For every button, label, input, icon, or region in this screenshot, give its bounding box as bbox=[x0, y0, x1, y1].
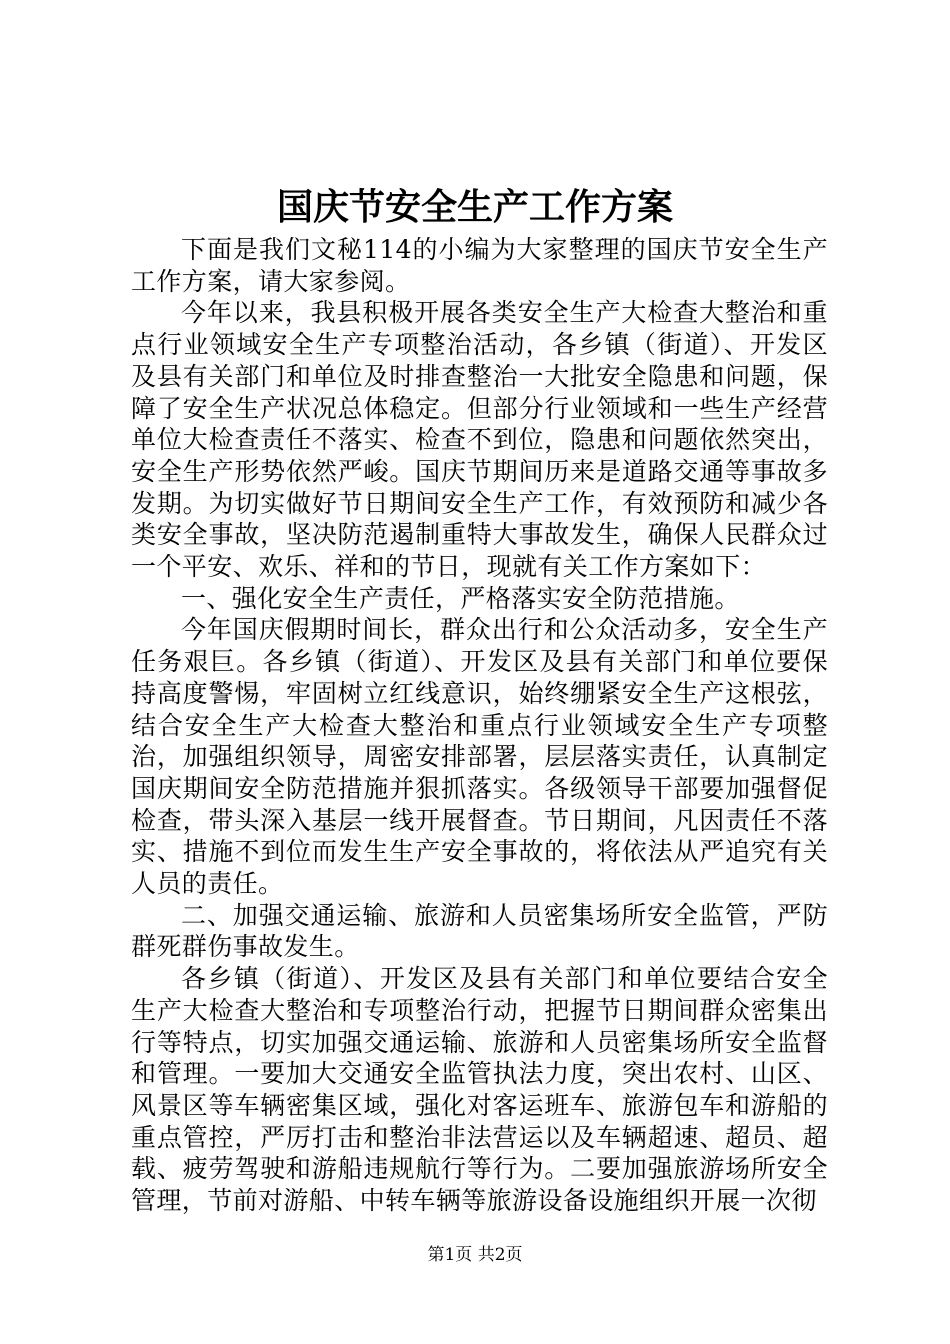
section-heading-2: 二、加强交通运输、旅游和人员密集场所安全监管，严防群死群伤事故发生。 bbox=[131, 900, 828, 962]
paragraph-section-2: 各乡镇（街道）、开发区及县有关部门和单位要结合安全生产大检查大整治和专项整治行动，把握节日期间群众密集出行等特点，切实加强交通运输、旅游和人员密集场所安全监督和管理。一要加大交通安全监管执法力度，突出农村、山区、风景区等车辆密集区域，强化对客运班车、旅游包车和游船的重点管控，严厉打击和整治非法营运以及车辆超速、超员、超载、疲劳驾驶和游船违规航行等行为。二要加强旅游场所安全管理，节前对游船、中转车辆等旅游设备设施组织开展一次彻 bbox=[131, 964, 828, 1216]
section-heading-1: 一、强化安全生产责任，严格落实安全防范措施。 bbox=[181, 583, 740, 613]
paragraph-background: 今年以来，我县积极开展各类安全生产大检查大整治和重点行业领域安全生产专项整治活动，各乡镇（街道）、开发区及县有关部门和单位及时排查整治一大批安全隐患和问题，保障了安全生产状况总体稳定。但部分行业领域和一些生产经营单位大检查责任不落实、检查不到位，隐患和问题依然突出，安全生产形势依然严峻。国庆节期间历来是道路交通等事故多发期。为切实做好节日期间安全生产工作，有效预防和减少各类安全事故，坚决防范遏制重特大事故发生，确保人民群众过一个平安、欢乐、祥和的节日，现就有关工作方案如下： bbox=[131, 298, 828, 582]
paragraph-intro: 下面是我们文秘114的小编为大家整理的国庆节安全生产工作方案，请大家参阅。 bbox=[131, 235, 828, 296]
page-footer: 第1页 共2页 bbox=[427, 1245, 523, 1265]
paragraph-section-1: 今年国庆假期时间长，群众出行和公众活动多，安全生产任务艰巨。各乡镇（街道）、开发区及县有关部门和单位要保持高度警惕，牢固树立红线意识，始终绷紧安全生产这根弦，结合安全生产大检查大整治和重点行业领域安全生产专项整治，加强组织领导，周密安排部署，层层落实责任，认真制定国庆期间安全防范措施并狠抓落实。各级领导干部要加强督促检查，带头深入基层一线开展督查。节日期间，凡因责任不落实、措施不到位而发生生产安全事故的，将依法从严追究有关人员的责任。 bbox=[131, 615, 828, 899]
document-body bbox=[131, 234, 828, 1217]
document-title: 国庆节安全生产工作方案 bbox=[276, 187, 673, 228]
